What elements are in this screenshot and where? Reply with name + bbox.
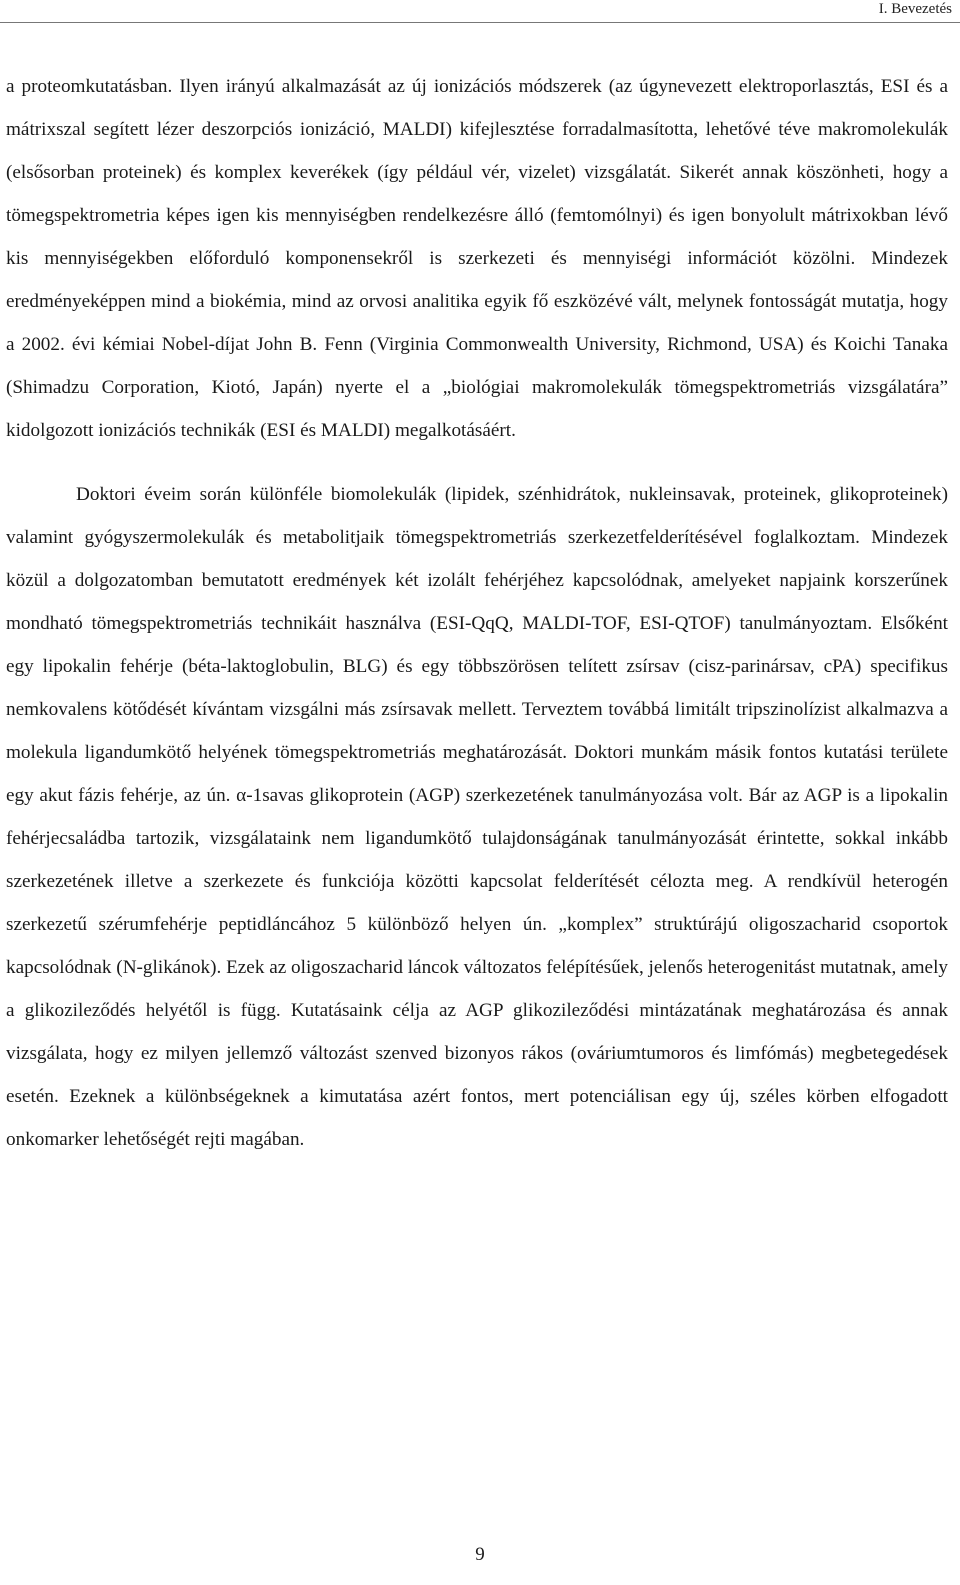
body-text [6, 65, 948, 1161]
paragraph-2: Doktori éveim során különféle biomolekulák (lipidek, szénhidrátok, nukleinsavak, proteinek, glikoproteinek) valamint gyógyszermolekulák és metabolitjaik tömegspektrometriás szerkezetfelderítésével foglalkoztam. Mindezek közül a dolgozatomban bemutatott eredmények két izolált fehérjéhez kapcsolódnak, amelyeket napjaink korszerűnek mondható tömegspektrometriás technikáit használva (ESI-QqQ, MALDI-TOF, ESI-QTOF) tanulmányoztam. Elsőként egy lipokalin fehérje (béta-laktoglobulin, BLG) és egy többszörösen telített zsírsav (cisz-parinársav, cPA) specifikus nemkovalens kötődését kívántam vizsgálni más zsírsavak mellett. Terveztem továbbá limitált tripszinolízist alkalmazva a molekula ligandumkötő helyének tömegspektrometriás meghatározását. Doktori munkám másik fontos kutatási területe egy akut fázis fehérje, az ún. α-1savas glikoprotein (AGP) szerkezetének tanulmányozása volt. Bár az AGP is a lipokalin fehérjecsaládba tartozik, vizsgálataink nem ligandumkötő tulajdonságának tanulmányozását érintette, sokkal inkább szerkezetének illetve a szerkezete és funkciója közötti kapcsolat felderítését célozta meg. A rendkívül heterogén szerkezetű szérumfehérje peptidláncához 5 különböző helyen ún. „komplex” struktúrájú oligoszacharid csoportok kapcsolódnak (N-glikánok). Ezek az oligoszacharid láncok változatos felépítésűek, jelenős heterogenitást mutatnak, amely a glikozileződés helyétől is függ. Kutatásaink célja az AGP glikozileződési mintázatának meghatározása és annak vizsgálata, hogy ez milyen jellemző változást szenved bizonyos rákos (ováriumtumoros és limfómás) megbetegedések esetén. Ezeknek a különbségeknek a kimutatása azért fontos, mert potenciálisan egy új, széles körben elfogadott onkomarker lehetőségét rejti magában. [6, 484, 948, 1150]
paragraph-1: a proteomkutatásban. Ilyen irányú alkalmazását az új ionizációs módszerek (az úgynevezett elektroporlasztás, ESI és a mátrixszal segített lézer deszorpciós ionizáció, MALDI) kifejlesztése forradalmasította, lehetővé téve makromolekulák (elsősorban proteinek) és komplex keverékek (így például vér, vizelet) vizsgálatát. Sikerét annak köszönheti, hogy a tömegspektrometria képes igen kis mennyiségben rendelkezésre álló (femtomólnyi) és igen bonyolult mátrixokban lévő kis mennyiségekben előforduló komponensekről is szerkezeti és mennyiségi információt közölni. Mindezek eredményeképpen mind a biokémia, mind az orvosi analitika egyik fő eszközévé vált, melynek fontosságát mutatja, hogy a 2002. évi kémiai Nobel-díjat John B. Fenn (Virginia Commonwealth University, Richmond, USA) és Koichi Tanaka (Shimadzu Corporation, Kiotó, Japán) nyerte el a „biológiai makromolekulák tömegspektrometriás vizsgálatára” kidolgozott ionizációs technikák (ESI és MALDI) megalkotásáért. [6, 76, 948, 441]
page-header [0, 0, 960, 22]
header-divider [0, 22, 960, 23]
page-number: 9 [475, 1544, 485, 1565]
running-header: I. Bevezetés [878, 1, 952, 17]
